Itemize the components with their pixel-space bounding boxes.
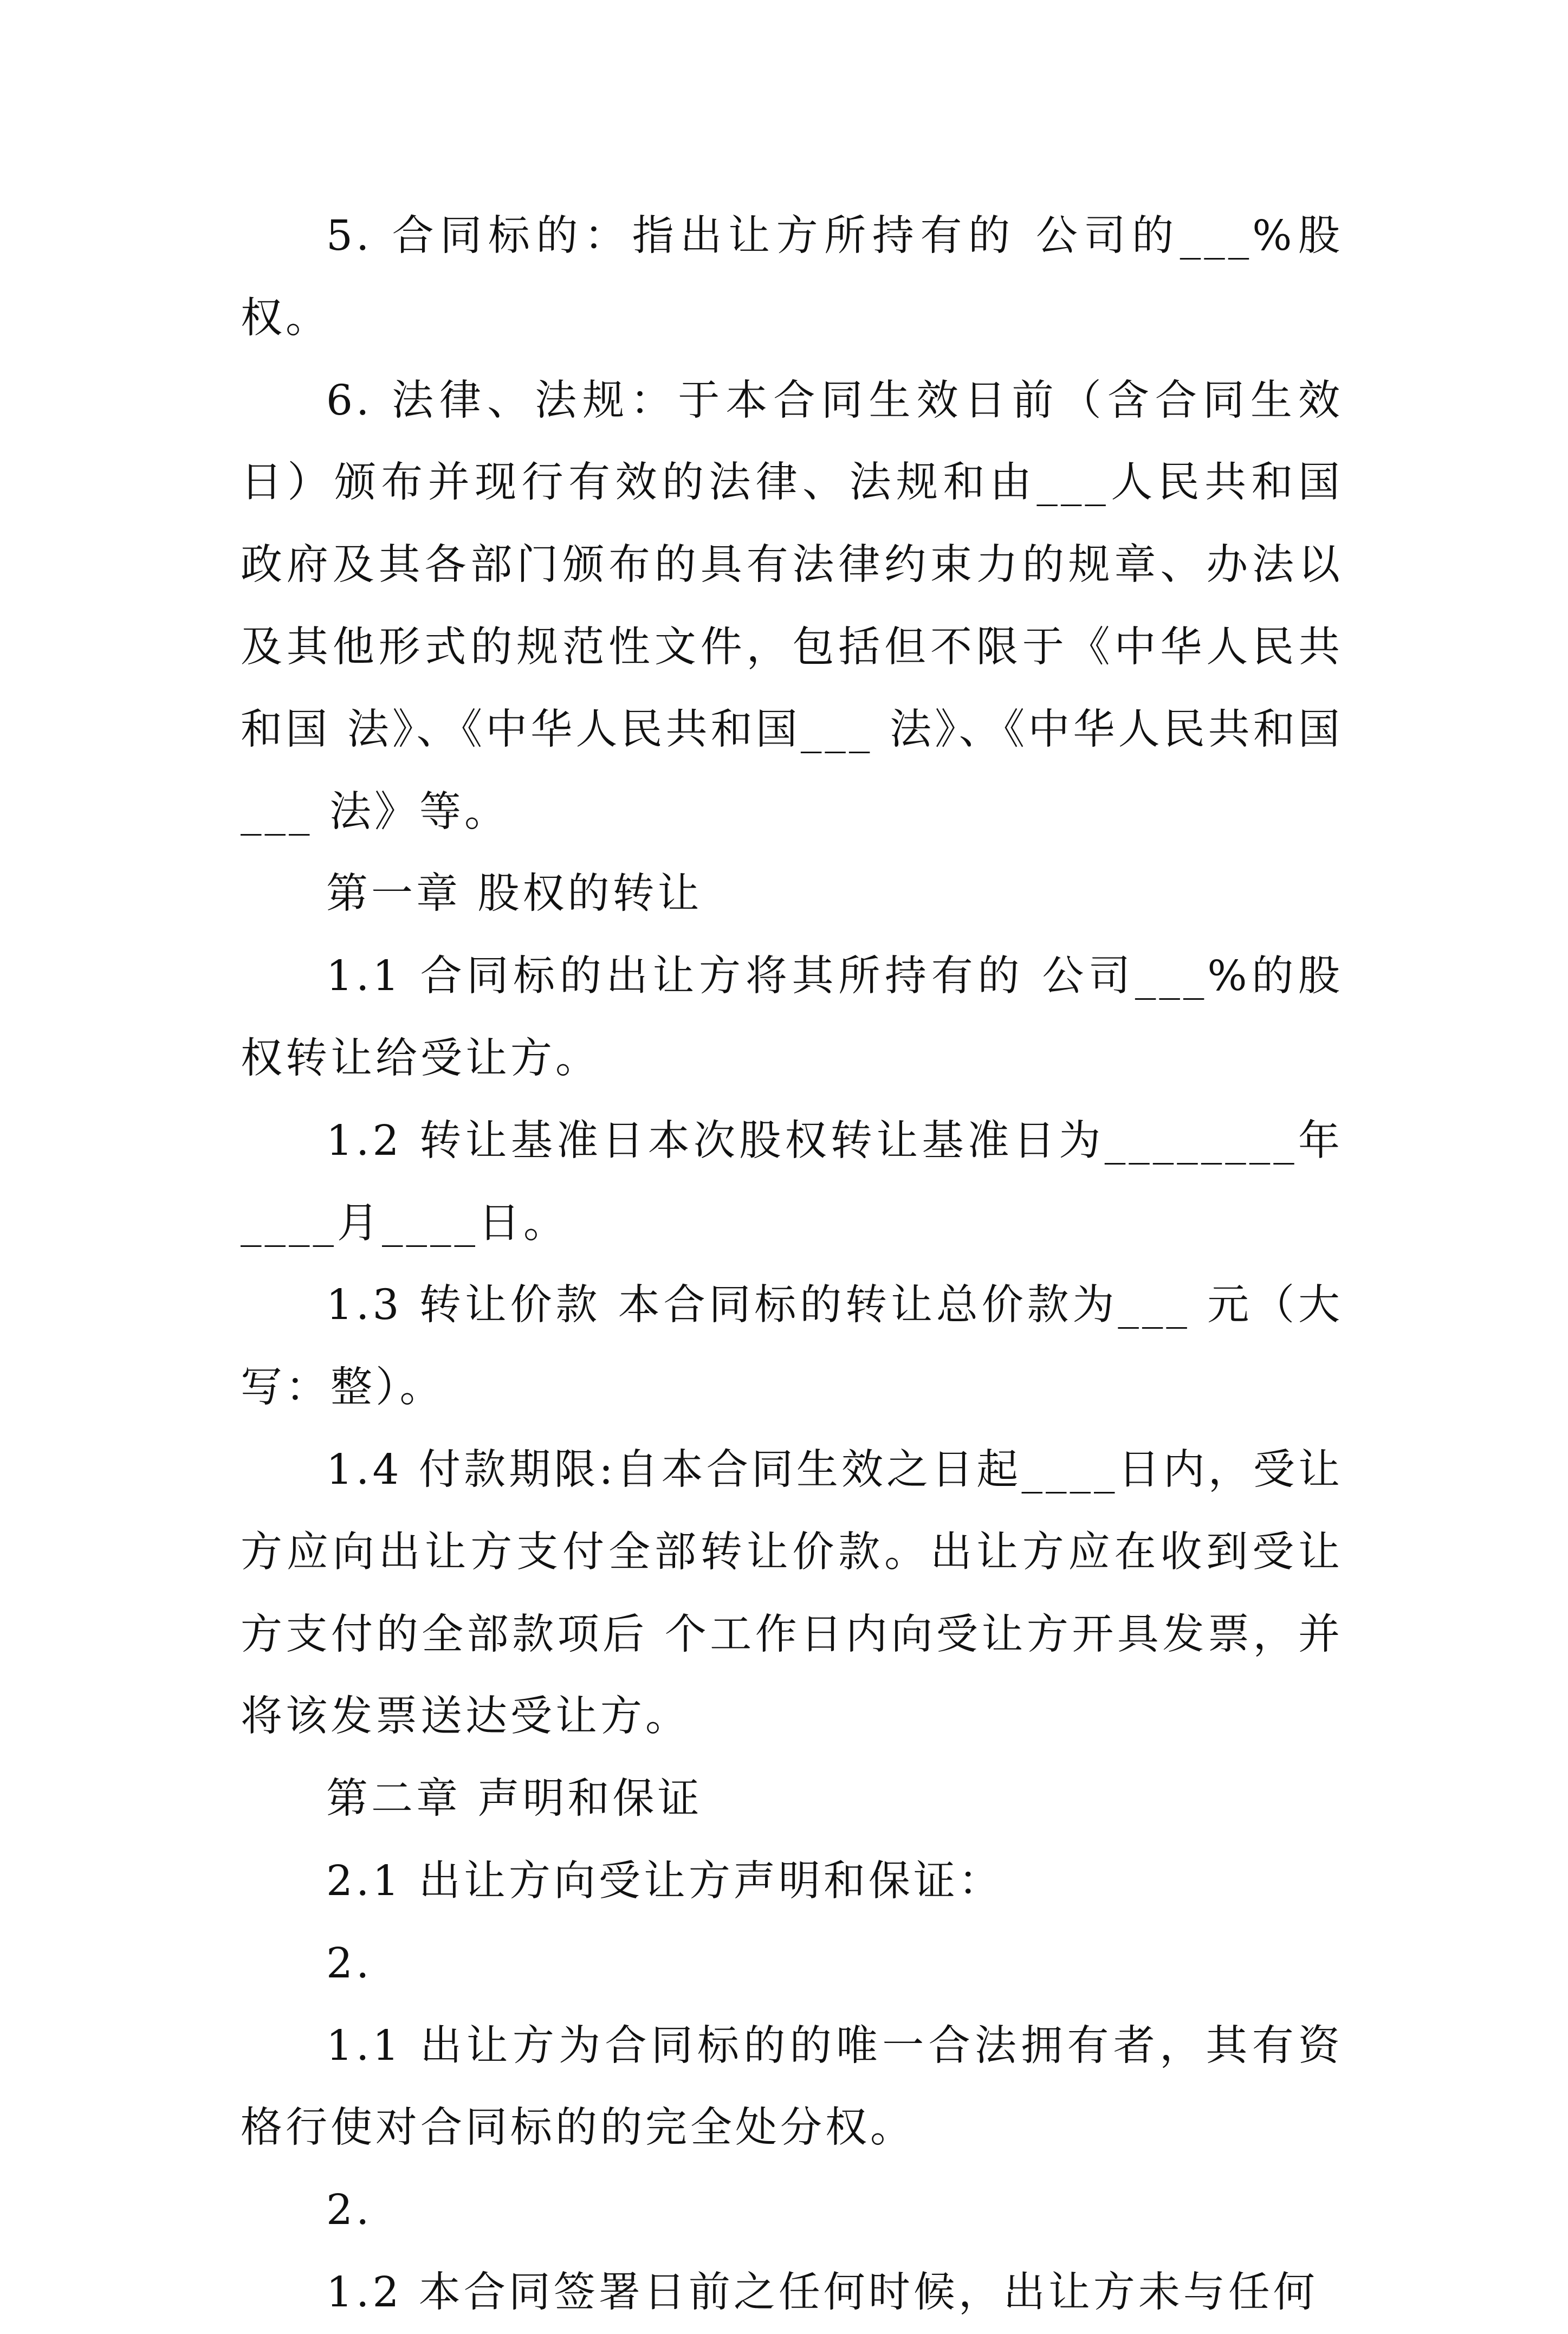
- section-number: 2.: [326, 2186, 373, 2235]
- chapter-1-heading: 第一章 股权的转让: [326, 870, 703, 919]
- chapter-2-heading: 第二章 声明和保证: [326, 1775, 703, 1824]
- clause-1-1-warranty: 1.1 出让方为合同标的的唯一合法拥有者，其有资格行使对合同标的的完全处分权。: [241, 2021, 1343, 2152]
- clause-1-4: 1.4 付款期限:自本合同生效之日起____日内，受让方应向出让方支付全部转让价款。出让方应在收到受让方支付的全部款项后 个工作日内向受让方开具发票，并将该发票送达受让方。: [241, 1445, 1343, 1741]
- clause-1-2: 1.2 转让基准日本次股权转让基准日为________年____月____日。: [241, 1116, 1343, 1247]
- clause-2-1: 2.1 出让方向受让方声明和保证：: [326, 1857, 1003, 1905]
- clause-1-3: 1.3 转让价款 本合同标的转让总价款为___ 元（大写：整）。: [241, 1281, 1343, 1412]
- document-body: [241, 195, 1343, 2334]
- clause-1-2-warranty: 1.2 本合同签署日前之任何时候，出让方未与任何: [326, 2268, 1318, 2317]
- clause-1-1: 1.1 合同标的出让方将其所持有的 公司___%的股权转让给受让方。: [241, 952, 1343, 1083]
- section-number: 2.: [326, 1939, 373, 1988]
- clause-5-contract-subject: 5. 合同标的：指出让方所持有的 公司的___%股权。: [241, 212, 1343, 342]
- clause-6-laws-regulations: 6. 法律、法规：于本合同生效日前（含合同生效日）颁布并现行有效的法律、法规和由___人民共和国政府及其各部门颁布的具有法律约束力的规章、办法以及其他形式的规范性文件，包括但不限于《中华人民共和国 法》、《中华人民共和国___ 法》、《中华人民共和国___ 法》等。: [241, 376, 1343, 836]
